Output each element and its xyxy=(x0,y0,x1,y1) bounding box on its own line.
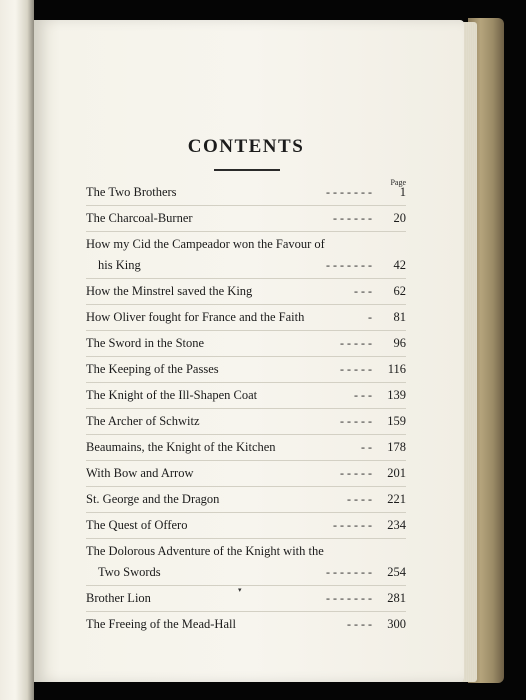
toc-entry xyxy=(86,180,406,206)
toc-page-number: 178 xyxy=(387,440,406,454)
toc-entry-title: The Keeping of the Passes xyxy=(86,362,219,376)
toc-entry-title: How Oliver fought for France and the Faith xyxy=(86,310,305,324)
toc-page-number: 116 xyxy=(387,362,406,376)
toc-entry-title-continued: Two Swords xyxy=(98,565,161,579)
toc-entry-title: The Archer of Schwitz xyxy=(86,414,200,428)
heading-rule xyxy=(214,169,280,171)
toc-leader: - - - xyxy=(354,284,372,298)
toc-entry xyxy=(86,612,406,637)
toc-entry xyxy=(86,487,406,513)
toc-entry-title: The Dolorous Adventure of the Knight with the xyxy=(86,544,324,558)
toc-page-number: 1 xyxy=(399,185,406,199)
table-of-contents xyxy=(86,180,406,637)
toc-page-number: 221 xyxy=(387,492,406,506)
toc-page-number: 254 xyxy=(387,565,406,579)
toc-page-number: 300 xyxy=(387,617,406,631)
toc-leader: - - - - - - - xyxy=(326,591,372,605)
toc-entry-title: Brother Lion xyxy=(86,591,151,605)
toc-page-number: 96 xyxy=(393,336,406,350)
toc-entry-title: The Charcoal-Burner xyxy=(86,211,193,225)
toc-leader: - - - xyxy=(354,388,372,402)
toc-page-number: 139 xyxy=(387,388,406,402)
toc-entry xyxy=(86,232,406,279)
contents-heading: CONTENTS xyxy=(187,136,305,157)
toc-leader: - - - - xyxy=(347,492,372,506)
toc-page-number: 81 xyxy=(393,310,406,324)
toc-page-number: 234 xyxy=(387,518,406,532)
toc-entry xyxy=(86,513,406,539)
toc-leader: - - - - - - xyxy=(333,518,372,532)
toc-page-number: 42 xyxy=(393,258,406,272)
toc-entry xyxy=(86,279,406,305)
toc-entry xyxy=(86,357,406,383)
toc-entry xyxy=(86,305,406,331)
signature-mark: ▾ xyxy=(238,586,242,594)
toc-entry xyxy=(86,435,406,461)
toc-leader: - - - - - - - xyxy=(326,185,372,199)
toc-entry-title-continued: his King xyxy=(98,258,141,272)
toc-entry-title: Beaumains, the Knight of the Kitchen xyxy=(86,440,276,454)
toc-leader: - - - - - - xyxy=(333,211,372,225)
toc-leader: - - - - - - - xyxy=(326,258,372,272)
facing-page-edge xyxy=(0,0,34,700)
toc-entry-title: The Two Brothers xyxy=(86,185,177,199)
toc-leader: - - - - - xyxy=(340,362,372,376)
toc-page-number: 201 xyxy=(387,466,406,480)
toc-entry-title: The Freeing of the Mead-Hall xyxy=(86,617,236,631)
toc-leader: - - - - - - - xyxy=(326,565,372,579)
toc-page-number: 62 xyxy=(393,284,406,298)
toc-entry-title: St. George and the Dragon xyxy=(86,492,220,506)
toc-entry-title: The Quest of Offero xyxy=(86,518,188,532)
toc-leader: - - xyxy=(361,440,372,454)
page-column-label: Page xyxy=(390,178,406,187)
toc-leader: - - - - xyxy=(347,617,372,631)
toc-page-number: 20 xyxy=(393,211,406,225)
toc-leader: - - - - - xyxy=(340,336,372,350)
toc-entry-title: How the Minstrel saved the King xyxy=(86,284,253,298)
toc-entry xyxy=(86,409,406,435)
toc-entry xyxy=(86,383,406,409)
toc-entry xyxy=(86,206,406,232)
toc-entry xyxy=(86,461,406,487)
toc-page-number: 159 xyxy=(387,414,406,428)
toc-entry xyxy=(86,539,406,586)
toc-entry-title: The Sword in the Stone xyxy=(86,336,205,350)
toc-entry xyxy=(86,586,406,612)
toc-entry-title: With Bow and Arrow xyxy=(86,466,194,480)
toc-entry-title: How my Cid the Campeador won the Favour of xyxy=(86,237,325,251)
toc-entry-title: The Knight of the Ill-Shapen Coat xyxy=(86,388,258,402)
toc-leader: - xyxy=(368,310,372,324)
toc-page-number: 281 xyxy=(387,591,406,605)
toc-leader: - - - - - xyxy=(340,466,372,480)
toc-leader: - - - - - xyxy=(340,414,372,428)
toc-entry xyxy=(86,331,406,357)
